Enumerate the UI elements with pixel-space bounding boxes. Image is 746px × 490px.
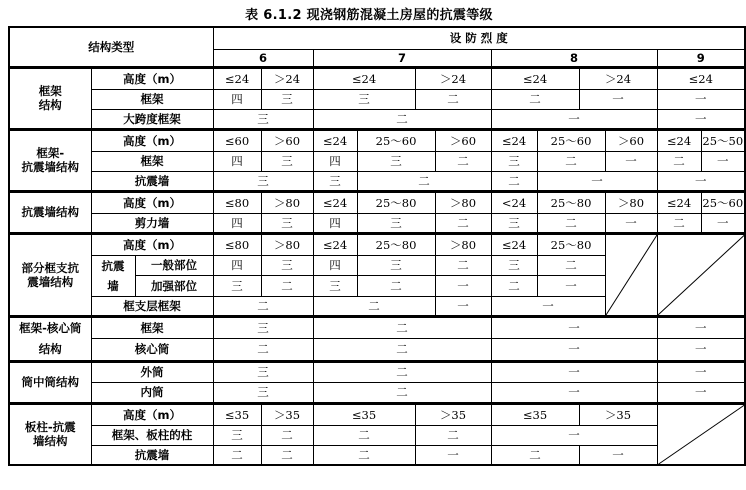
group-frame-core-tube: [9, 316, 745, 361]
table-cell: 二: [435, 255, 491, 276]
table-cell: 25～80: [537, 233, 605, 255]
table-cell: 四: [313, 255, 357, 276]
table-cell: 一: [605, 213, 657, 233]
table-cell: 三: [491, 255, 537, 276]
table-cell: 二: [213, 339, 313, 362]
wall-label: 抗震 墙: [91, 255, 135, 296]
row-label: 高度（m）: [91, 191, 213, 213]
table-cell: 三: [313, 276, 357, 297]
table-cell: ＞80: [605, 191, 657, 213]
table-cell: ≤24: [313, 67, 415, 89]
table-cell: ＞35: [261, 403, 313, 425]
table-cell: 25～80: [357, 233, 435, 255]
table-cell: ＞35: [579, 403, 657, 425]
group-name: 筒中筒结构: [9, 361, 91, 403]
table-cell: 三: [213, 171, 313, 191]
table-cell: 四: [213, 89, 261, 109]
table-cell: 三: [213, 425, 261, 445]
row-label: 框支层框架: [91, 296, 213, 316]
table-cell: ≤35: [213, 403, 261, 425]
group-slab-column-shear-wall: [9, 403, 745, 465]
table-cell: ≤35: [313, 403, 415, 425]
row-label: 高度（m）: [91, 129, 213, 151]
table-cell: 二: [657, 151, 701, 171]
table-cell: 二: [537, 255, 605, 276]
table-cell: ＞24: [415, 67, 491, 89]
table-cell: ≤24: [313, 233, 357, 255]
table-cell: 二: [435, 151, 491, 171]
table-cell: 一: [579, 445, 657, 465]
row-label: 抗震墙: [91, 171, 213, 191]
table-cell: ≤24: [313, 129, 357, 151]
row-label: 框架、板柱的柱: [91, 425, 213, 445]
group-name: 框架-核心筒 结构: [9, 316, 91, 361]
header-structure-type: 结构类型: [9, 27, 213, 67]
table-cell: ＞80: [435, 191, 491, 213]
table-cell: 二: [415, 89, 491, 109]
table-title: 表 6.1.2 现浇钢筋混凝土房屋的抗震等级: [245, 8, 493, 23]
empty-diagonal-cell: [657, 233, 745, 316]
group-shear-wall: [9, 191, 745, 233]
table-cell: ≤24: [213, 67, 261, 89]
row-label: 剪力墙: [91, 213, 213, 233]
row-label: 内筒: [91, 382, 213, 403]
table-cell: 三: [261, 151, 313, 171]
table-cell: 四: [213, 151, 261, 171]
table-cell: 一: [537, 171, 657, 191]
table-cell: 四: [213, 255, 261, 276]
table-cell: 一: [657, 316, 745, 339]
table-cell: <24: [491, 191, 537, 213]
table-cell: 四: [213, 213, 261, 233]
row-label: 框架: [91, 89, 213, 109]
table-cell: ≤24: [491, 233, 537, 255]
table-cell: 一: [701, 151, 745, 171]
table-cell: 一: [435, 276, 491, 297]
group-name: 板柱-抗震 墙结构: [9, 403, 91, 465]
row-label: 高度（m）: [91, 67, 213, 89]
table-cell: 一: [491, 382, 657, 403]
table-cell: ≤24: [313, 191, 357, 213]
table-cell: 25～80: [537, 191, 605, 213]
table-cell: ≤24: [657, 129, 701, 151]
table-cell: 25～50: [701, 129, 745, 151]
table-cell: 四: [313, 151, 357, 171]
table-cell: ≤80: [213, 191, 261, 213]
header-level-6: 6: [213, 49, 313, 67]
table-cell: 二: [313, 382, 491, 403]
table-cell: 三: [313, 89, 415, 109]
table-cell: ＞80: [261, 233, 313, 255]
table-cell: 三: [357, 213, 435, 233]
table-cell: ＞24: [261, 67, 313, 89]
table-cell: 三: [491, 151, 537, 171]
table-cell: 一: [491, 339, 657, 362]
table-cell: 二: [537, 151, 605, 171]
table-cell: 二: [357, 276, 435, 297]
row-label: 外筒: [91, 361, 213, 382]
group-partial-frame-supported: [9, 233, 745, 316]
table-cell: 二: [537, 213, 605, 233]
table-cell: 三: [213, 382, 313, 403]
row-label: 核心筒: [91, 339, 213, 362]
table-cell: 二: [213, 445, 261, 465]
table-cell: ＞80: [435, 233, 491, 255]
table-cell: ≤35: [491, 403, 579, 425]
empty-diagonal-cell: [657, 403, 745, 465]
table-cell: 一: [579, 89, 657, 109]
table-cell: 三: [213, 316, 313, 339]
row-label: 一般部位: [135, 255, 213, 276]
table-cell: 三: [213, 276, 261, 297]
table-cell: 三: [261, 89, 313, 109]
table-cell: 三: [357, 151, 435, 171]
table-cell: 二: [491, 276, 537, 297]
table-cell: ＞60: [605, 129, 657, 151]
table-cell: 二: [313, 339, 491, 362]
table-cell: 四: [313, 213, 357, 233]
row-label: 大跨度框架: [91, 109, 213, 129]
table-cell: 二: [261, 276, 313, 297]
table-cell: 一: [491, 296, 605, 316]
table-cell: 二: [313, 316, 491, 339]
table-cell: ＞60: [261, 129, 313, 151]
table-cell: 三: [261, 255, 313, 276]
group-name: 框架 结构: [9, 67, 91, 129]
row-label: 框架: [91, 316, 213, 339]
table-cell: ＞80: [261, 191, 313, 213]
header-level-7: 7: [313, 49, 491, 67]
group-tube-in-tube: [9, 361, 745, 403]
table-cell: ＞60: [435, 129, 491, 151]
group-name: 部分框支抗 震墙结构: [9, 233, 91, 316]
group-frame-shear-wall: [9, 129, 745, 191]
row-label: 加强部位: [135, 276, 213, 297]
header-intensity: 设 防 烈 度: [213, 27, 745, 49]
table-cell: 二: [415, 425, 491, 445]
table-cell: 二: [261, 445, 313, 465]
table-cell: ≤80: [213, 233, 261, 255]
table-cell: 一: [435, 296, 491, 316]
group-frame: [9, 67, 745, 129]
table-cell: ≤24: [657, 67, 745, 89]
table-cell: 25～60: [357, 129, 435, 151]
table-cell: 一: [657, 171, 745, 191]
row-label: 高度（m）: [91, 233, 213, 255]
table-cell: 二: [313, 361, 491, 382]
table-cell: 一: [491, 316, 657, 339]
table-cell: 二: [435, 213, 491, 233]
table-cell: 25～80: [357, 191, 435, 213]
row-label: 框架: [91, 151, 213, 171]
table-cell: 二: [313, 109, 491, 129]
empty-diagonal-cell: [605, 233, 657, 316]
table-cell: 一: [537, 276, 605, 297]
table-cell: 一: [657, 109, 745, 129]
table-cell: 一: [491, 361, 657, 382]
table-cell: 一: [491, 425, 657, 445]
table-cell: 一: [605, 151, 657, 171]
table-cell: 25～60: [537, 129, 605, 151]
table-cell: 二: [491, 171, 537, 191]
row-label: 抗震墙: [91, 445, 213, 465]
table-cell: 二: [491, 89, 579, 109]
group-name: 框架- 抗震墙结构: [9, 129, 91, 191]
header-level-8: 8: [491, 49, 657, 67]
table-cell: 一: [415, 445, 491, 465]
table-cell: ＞24: [579, 67, 657, 89]
seismic-grade-table: [8, 26, 746, 466]
table-cell: 一: [657, 382, 745, 403]
table-cell: 二: [357, 171, 491, 191]
header-level-9: 9: [657, 49, 745, 67]
table-cell: 二: [657, 213, 701, 233]
table-cell: 一: [657, 89, 745, 109]
table-cell: 三: [491, 213, 537, 233]
table-cell: 三: [213, 361, 313, 382]
table-cell: 一: [657, 339, 745, 362]
table-cell: 三: [357, 255, 435, 276]
group-name: 抗震墙结构: [9, 191, 91, 233]
table-cell: 三: [313, 171, 357, 191]
table-cell: 二: [213, 296, 313, 316]
table-cell: ≤24: [491, 129, 537, 151]
table-cell: 二: [313, 296, 435, 316]
table-cell: 二: [491, 445, 579, 465]
table-cell: ＞35: [415, 403, 491, 425]
table-cell: 三: [261, 213, 313, 233]
table-cell: 一: [701, 213, 745, 233]
table-cell: ≤24: [657, 191, 701, 213]
table-cell: 二: [261, 425, 313, 445]
table-cell: 一: [491, 109, 657, 129]
table-cell: ≤24: [491, 67, 579, 89]
table-cell: 二: [313, 445, 415, 465]
table-cell: 一: [657, 361, 745, 382]
table-cell: ≤60: [213, 129, 261, 151]
table-cell: 二: [313, 425, 415, 445]
row-label: 高度（m）: [91, 403, 213, 425]
table-cell: 三: [213, 109, 313, 129]
table-cell: 25～60: [701, 191, 745, 213]
